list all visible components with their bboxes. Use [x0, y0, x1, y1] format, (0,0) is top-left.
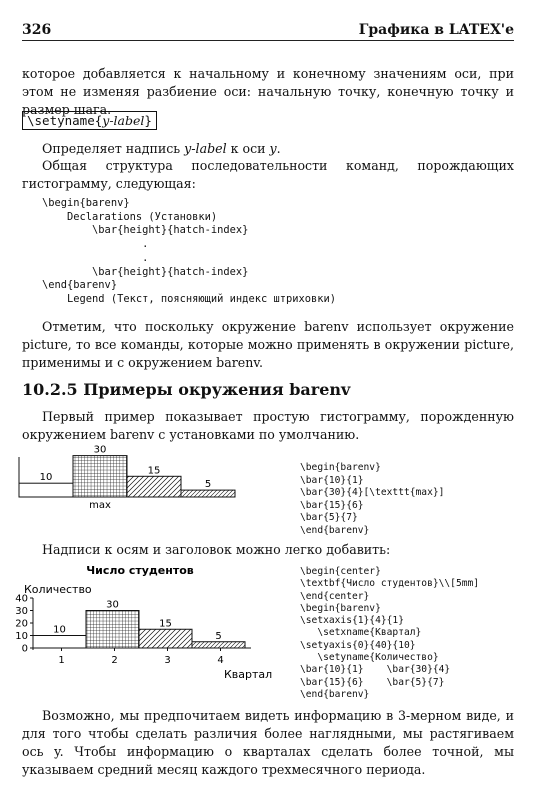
code-line: .	[42, 238, 149, 251]
code-line: \end{barenv}	[42, 279, 118, 292]
code-line: \setxname{Квартал}	[300, 627, 422, 639]
code-line: \bar{10}{1} \bar{30}{4}	[300, 664, 451, 676]
bar-value-label: 15	[147, 465, 161, 477]
y-tick-label: 10	[15, 631, 28, 642]
bar-value-label: 30	[106, 599, 119, 611]
arg-fragment: y-label	[184, 141, 227, 156]
paragraph-3d-note: Возможно, мы предпочитаем видеть информацию в 3-мерном виде, и для того чтобы сделать различия более наглядными, мы растягиваем ось y. Чтобы информацию о кварталах сделать более точной, мы указываем средний месяц каждого трехмесячного периода.	[22, 708, 514, 777]
running-title: Графика в LATEX'е	[358, 22, 514, 38]
text-fragment: .	[276, 141, 281, 156]
paragraph-axis-steps: которое добавляется к начальному и конечному значениям оси, при этом не изменяя разбиение оси: начальную точку, конечную точку и размер шага.	[22, 66, 514, 117]
code-listing-example2	[300, 566, 479, 701]
paragraph-first-example: Первый пример показывает простую гистограмму, порожденную окружением barenv с установками по умолчанию.	[22, 409, 514, 442]
code-line: \end{barenv}	[300, 688, 370, 700]
x-tick-label: 4	[217, 655, 224, 666]
page-number: 326	[22, 22, 52, 38]
bar	[86, 611, 139, 649]
x-axis-label: Квартал	[224, 668, 273, 681]
code-line: \begin{center}	[300, 566, 381, 577]
code-line: \bar{5}{7}	[300, 512, 358, 523]
code-line: \bar{15}{6}	[300, 499, 364, 511]
bar-value-label: 5	[204, 479, 212, 491]
bar	[192, 642, 245, 648]
x-tick-label: 1	[58, 655, 65, 666]
code-line: \bar{15}{6} \bar{5}{7}	[300, 676, 445, 688]
axis-fragment: y	[269, 141, 277, 156]
paragraph-structure-intro: Общая структура последовательности команд, порождающих гистограмму, следующая:	[22, 158, 514, 191]
y-tick-label: 0	[21, 643, 28, 655]
code-line: .	[42, 251, 149, 264]
code-line: \begin{barenv}	[42, 197, 130, 209]
text-fragment: Определяет надпись	[42, 141, 185, 156]
bar	[127, 476, 181, 497]
y-tick-label: 40	[15, 593, 28, 605]
code-listing-structure	[42, 197, 336, 307]
bar	[33, 636, 86, 649]
bar-value-label: 5	[215, 630, 222, 642]
code-line: \bar{height}{hatch-index}	[42, 224, 249, 237]
code-line: Declarations (Установки)	[42, 210, 218, 223]
simple-histogram-chart	[14, 441, 254, 511]
code-listing-example1	[300, 462, 444, 537]
text-fragment: к оси	[226, 141, 270, 156]
code-line: \begin{barenv}	[300, 602, 381, 614]
y-axis-label: Количество	[24, 583, 92, 596]
bar-value-label: 30	[93, 444, 107, 456]
command-arg: y-label	[102, 113, 145, 128]
bar	[73, 456, 127, 497]
bar-value-label: 10	[39, 472, 53, 484]
code-line: \begin{barenv}	[300, 462, 381, 473]
code-line: \textbf{Число студентов}\\[5mm]	[300, 578, 480, 590]
y-tick-label: 30	[15, 606, 28, 617]
paragraph-define-label	[42, 140, 514, 158]
page-header	[22, 22, 514, 41]
code-line: \end{barenv}	[300, 524, 370, 536]
code-line: \bar{height}{hatch-index}	[42, 265, 249, 278]
bar	[19, 483, 73, 497]
code-line: Legend (Текст, поясняющий индекс штриховки)	[42, 292, 337, 305]
bar-legend-label: max	[89, 500, 111, 511]
labeled-histogram-chart	[10, 560, 290, 688]
command-close: }	[144, 113, 152, 128]
y-tick-label: 20	[15, 618, 28, 630]
code-line: \setxaxis{1}{4}{1}	[300, 615, 404, 627]
bar	[181, 490, 235, 497]
code-line: \end{center}	[300, 590, 370, 602]
command-box	[22, 111, 157, 130]
bar	[139, 629, 192, 648]
paragraph-picture-note: Отметим, что поскольку окружение barenv использует окружение picture, то все команды, которые можно применять в окружении picture, применимы и с окружением barenv.	[22, 319, 514, 370]
code-line: \setyaxis{0}{40}{10}	[300, 639, 416, 651]
code-line: \bar{30}{4}[\texttt{max}]	[300, 487, 445, 498]
bar-value-label: 15	[159, 618, 172, 630]
x-tick-label: 3	[164, 655, 171, 666]
bar-value-label: 10	[53, 624, 66, 636]
command-name: \setyname{	[27, 113, 103, 128]
paragraph-labels-note: Надписи к осям и заголовок можно легко добавить:	[42, 542, 391, 557]
chart-title: Число студентов	[86, 564, 194, 577]
code-line: \bar{10}{1}	[300, 474, 364, 486]
section-heading: 10.2.5 Примеры окружения barenv	[22, 380, 351, 399]
x-tick-label: 2	[111, 655, 118, 666]
code-line: \setyname{Количество}	[300, 652, 439, 664]
